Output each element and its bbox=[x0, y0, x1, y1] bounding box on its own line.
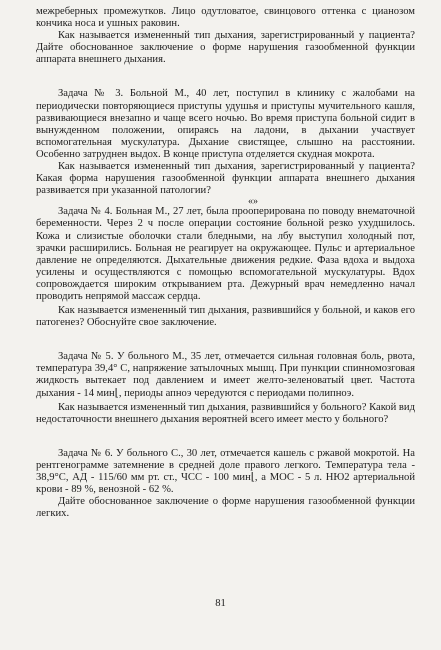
task3-text: Задача № 3. Больной М., 40 лет, поступил в клинику с жалобами на периодически повторяющиеся приступы удушья и приступы мучительного кашля, развивающиеся внезапно и чаще всего ночью. Во время приступа больной сидит в вынужденном положении, опираясь на ладони, в дыхании участвует вспомогательная мускулатура. Дыхание свистящее, слышно на расстоянии. Особенно затруднен выдох. В конце приступа отделяется скудная мокрота. bbox=[36, 88, 415, 160]
question-task3: Как называется измененный тип дыхания, зарегистрированный у пациента? Какая форма нарушения газообменной функции аппарата внешнего дыхания развивается при указанной патологии? bbox=[36, 161, 415, 197]
question-task2: Как называется измененный тип дыхания, зарегистрированный у пациента? Дайте обоснованное заключение о форме нарушения газообменной функции аппарата внешнего дыхания. bbox=[36, 30, 415, 66]
task4-text: Задача № 4. Больная М., 27 лет, была прооперирована по поводу внематочной беременности. Через 2 ч после операции состояние больной резко ухудшилось. Кожа и слизистые оболочки стали бледными, на лбу выступил холодный пот, зрачки расширились. Больная не реагирует на окружающее. Пульс и артериальное давление не определяются. Дыхательные движения редкие. Фаза вдоха и выдоха усилены и осуществляются с помощью вспомогательной мускулатуры. Вдох сопровождается широким открыванием рта. Дежурный врач немедленно начал проводить непрямой массаж сердца. bbox=[36, 206, 415, 302]
task5-text: Задача № 5. У больного М., 35 лет, отмечается сильная головная боль, рвота, температура 39,4° С, напряжение затылочных мышц. При пункции спинномозговая жидкость вытекает под давлением и имеет желто-зеленоватый цвет. Частота дыхания - 14 мин⌊, периоды апноэ чередуются с периодами полипноэ. bbox=[36, 351, 415, 399]
question-task5: Как называется измененный тип дыхания, развившийся у больного? Какой вид недостаточности внешнего дыхания вероятней всего имеет место у больного? bbox=[36, 401, 415, 425]
question-task4: Как называется измененный тип дыхания, развившийся у больной, и каков его патогенез? Обоснуйте свое заключение. bbox=[36, 305, 415, 329]
question-task6: Дайте обоснованное заключение о форме нарушения газообменной функции легких. bbox=[36, 496, 415, 520]
page-number: 81 bbox=[215, 598, 226, 609]
task6-text: Задача № 6. У больного С., 30 лет, отмечается кашель с ржавой мокротой. На рентгенограмме затемнение в средней доле правого легкого. Температура тела - 38,9°С, АД - 115/60 мм рт. ст., ЧСС - 100 мин⌊, а МОС - 5 л. НЮ2 артериальной крови - 89 %, венозной - 62 %. bbox=[36, 447, 415, 496]
paragraph-continuation: межреберных промежутков. Лицо одутловатое, свинцового оттенка с цианозом кончика носа и ушных раковин. bbox=[36, 6, 415, 30]
quote-mark: «» bbox=[248, 196, 258, 208]
